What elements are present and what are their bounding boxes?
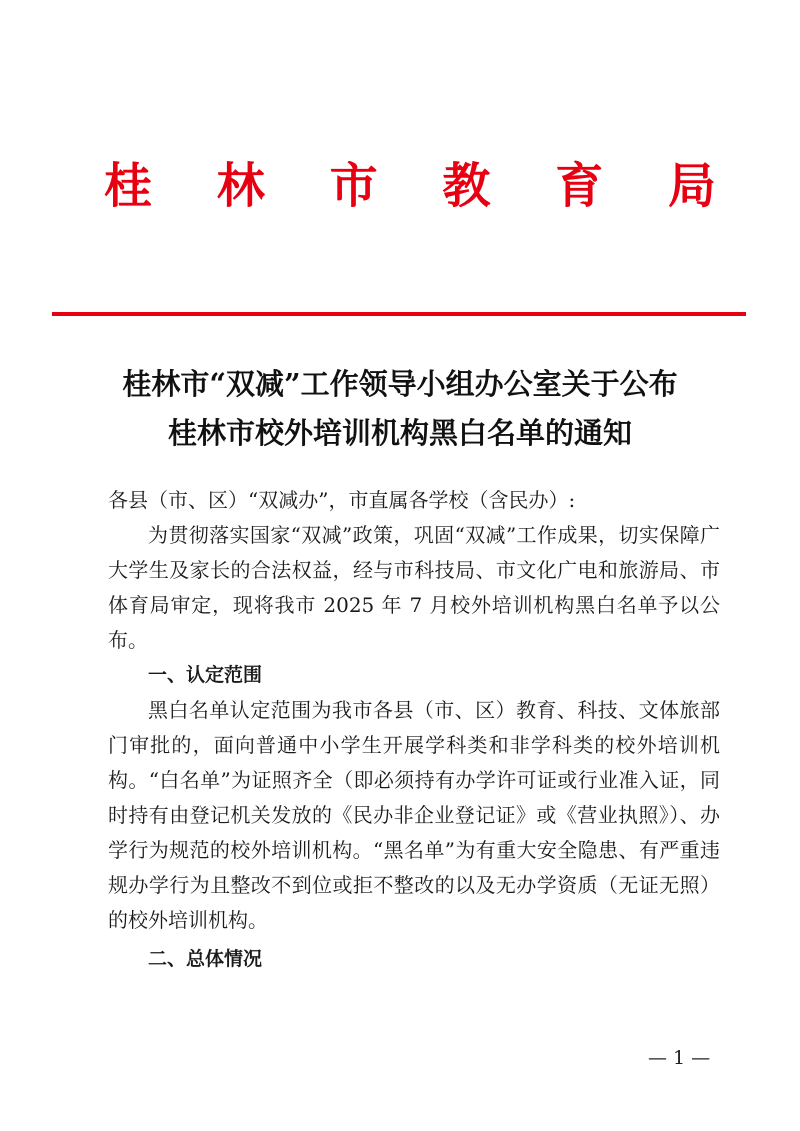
intro-paragraph: 为贯彻落实国家“双减”政策，巩固“双减”工作成果，切实保障广大学生及家长的合法权益，经与市科技局、市文化广电和旅游局、市体育局审定，现将我市 2025 年 7 月校外培训机构黑白名单予以公布。 xyxy=(108,523,720,652)
section-2-heading: 二、总体情况 xyxy=(148,948,263,970)
letterhead xyxy=(104,158,716,214)
salutation: 各县（市、区）“双减办”，市直属各学校（含民办）: xyxy=(108,488,576,512)
section-1-heading: 一、认定范围 xyxy=(148,664,263,686)
page-number: — 1 — xyxy=(648,1047,711,1069)
document-body xyxy=(108,483,720,977)
letterhead-char: 育 xyxy=(555,158,604,214)
document-title xyxy=(60,360,740,458)
letterhead-char: 局 xyxy=(667,158,716,214)
red-divider-line xyxy=(52,312,746,316)
section-1-paragraph: 黑白名单认定范围为我市各县（市、区）教育、科技、文体旅部门审批的，面向普通中小学生开展学科类和非学科类的校外培训机构。“白名单”为证照齐全（即必须持有办学许可证或行业准入证，同时持有由登记机关发放的《民办非企业登记证》或《营业执照》）、办学行为规范的校外培训机构。“黑名单”为有重大安全隐患、有严重违规办学行为且整改不到位或拒不整改的以及无办学资质（无证无照）的校外培训机构。 xyxy=(108,698,720,932)
letterhead-char: 市 xyxy=(329,158,378,214)
letterhead-char: 教 xyxy=(442,158,491,214)
letterhead-char: 桂 xyxy=(104,158,153,214)
title-line-1: 桂林市“双减”工作领导小组办公室关于公布 xyxy=(122,367,678,401)
letterhead-char: 林 xyxy=(216,158,265,214)
title-line-2: 桂林市校外培训机构黑白名单的通知 xyxy=(167,416,632,450)
